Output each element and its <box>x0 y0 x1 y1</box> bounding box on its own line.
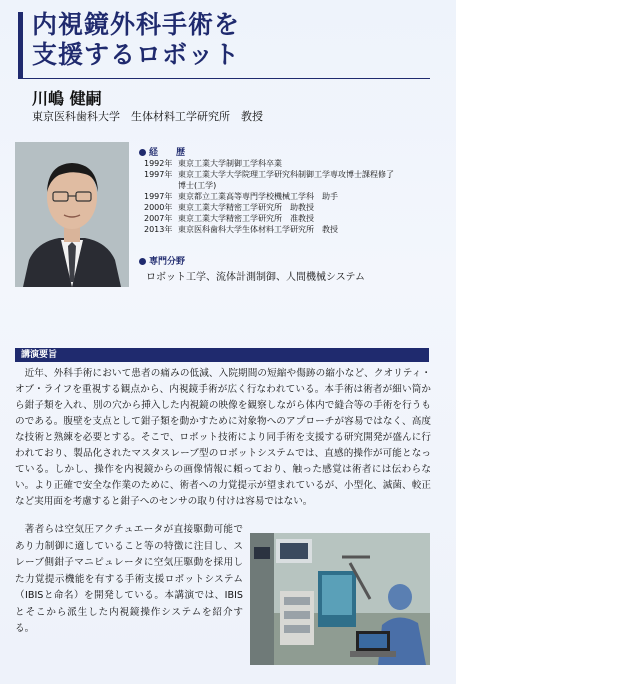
career-item: 博士(工学) <box>178 181 217 190</box>
abstract-paragraph-1: 近年、外科手術において患者の痛みの低減、入院期間の短縮や傷跡の縮小など、クオリティ・オブ・ライフを重視する観点から、内視鏡手術が広く行なわれている。本手術は術者が細い筒から鉗子類を入れ、別の穴から挿入した内視鏡の映像を観察しながら体内で縫合等の手術を行うものである。腹壁を支点として鉗子類を動かすために対象物へのアプローチが容易ではなく、高度な技術と熟練を必要とする。そこで、ロボット技術により同手術を支援する研究開発が盛んに行われており、製品化されたマスタスレーブ型のロボットシステムでは、直感的操作が可能となっている。しかし、操作を内視鏡からの画像情報に頼っており、触った感覚は術者には伝わらない。より正確で安全な作業のために、術者への力覚提示が望まれているが、小型化、滅菌、較正など実用面を考慮すると鉗子へのセンサの取り付けは容易ではない。 <box>15 368 431 507</box>
page-title <box>32 10 432 70</box>
robot-system-photo <box>250 533 430 665</box>
career-item: 2007年 東京工業大学精密工学研究所 准教授 <box>144 214 314 223</box>
fields-heading: 専門分野 <box>139 254 185 267</box>
career-item: 1992年 東京工業大学制御工学科卒業 <box>144 159 282 168</box>
author-affiliation: 東京医科歯科大学 生体材料工学研究所 教授 <box>32 110 263 123</box>
fields-text: ロボット工学、流体計測制御、人間機械システム <box>146 272 365 283</box>
career-item: 2000年 東京工業大学精密工学研究所 助教授 <box>144 203 314 212</box>
author-portrait <box>15 142 129 287</box>
career-item: 2013年 東京医科歯科大学生体材料工学研究所 教授 <box>144 225 338 234</box>
abstract-heading: 講演要旨 <box>15 348 429 362</box>
bullet-icon <box>139 149 146 156</box>
career-heading: 経 歴 <box>139 145 185 158</box>
title-line-2: 支援するロボット <box>32 40 241 69</box>
bullet-icon <box>139 258 146 265</box>
title-accent-bar <box>18 12 23 78</box>
title-line-1: 内視鏡外科手術を <box>32 10 241 39</box>
career-item: 1997年 東京工業大学大学院理工学研究科制御工学専攻博士課程修了 <box>144 170 394 179</box>
title-divider <box>18 78 430 79</box>
abstract-paragraph-2: 著者らは空気圧アクチュエータが直接駆動可能であり力制御に適していること等の特徴に注目し、スレーブ側鉗子マニピュレータに空気圧駆動を採用した力覚提示機能を有する手術支援ロボットシステム（IBISと命名）を開発している。本講演では、IBISとそこから派生した内視鏡操作システムを紹介する。 <box>15 524 243 634</box>
career-item: 1997年 東京都立工業高等専門学校機械工学科 助手 <box>144 192 338 201</box>
author-name: 川嶋 健嗣 <box>32 89 102 108</box>
career-list <box>144 158 434 235</box>
